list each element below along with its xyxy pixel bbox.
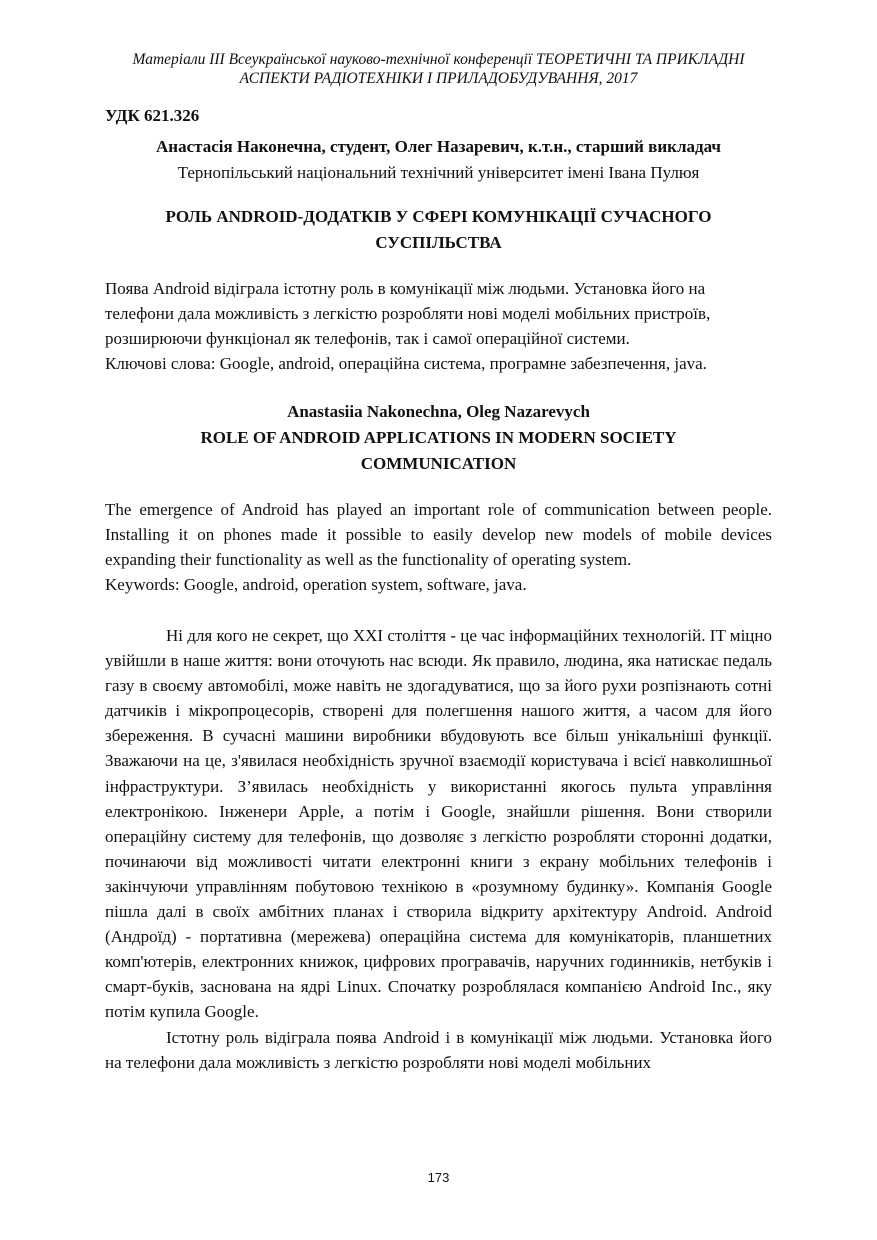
authors-english: Anastasiia Nakonechna, Oleg Nazarevych xyxy=(287,402,590,421)
affiliation: Тернопільський національний технічний університет імені Івана Пулюя xyxy=(177,163,700,182)
body-paragraph-2: Істотну роль відіграла поява Android і в комунікації між людьми. Установка його на телефони дала можливість з легкістю розробляти нові моделі мобільних xyxy=(105,1027,772,1072)
main-body xyxy=(105,623,772,1075)
body-paragraph-1: Ні для кого не секрет, що XXI століття - це час інформаційних технологій. IT міцно увійшли в наше життя: вони оточують нас всюди. Як правило, людина, яка натискає педаль газу в своєму автомобілі, може навіть не здогадуватися, що за його рухи розпізнають сотні датчиків і мікропроцесорів, створені для полегшення нашого життя, а часом для його збереження. В сучасні машини виробники вбудовують все більш унікальніші функції. Зважаючи на це, з'явилася необхідність зручної взаємодії користувача і всієї навколишньої інфраструктури. З’явилась необхідність у використанні якогось пульта управління електронікою. Інженери Apple, а потім і Google, знайшли рішення. Вони створили операційну систему для телефонів, що дозволяє з легкістю розробляти сторонні додатки, починаючи від можливості читати електронні книги з екрану мобільних телефонів і закінчуючи управлінням побутовою технікою в «розумному будинку». Компанія Google пішла далі в своїх амбітних планах і створила відкриту архітектуру Android. Android (Андроїд) - портативна (мережева) операційна система для комунікаторів, планшетних комп'ютерів, електронних книжок, цифрових програвачів, наручних годинників, нетбуків і смарт-буків, заснована на ядрі Linux. Спочатку розроблялася компанією Android Inc., яку потім купила Google. xyxy=(105,626,772,1022)
abstract-ukrainian-text: Поява Android відіграла істотну роль в комунікації між людьми. Установка його на телефони дала можливість з легкістю розробляти нові моделі мобільних пристроїв, розширюючи функціонал як телефонів, так і самої операційної системи. xyxy=(105,279,711,348)
abstract-ukrainian xyxy=(105,276,772,376)
conference-header-line1: Матеріали ІІІ Всеукраїнської науково-технічної конференції ТЕОРЕТИЧНІ ТА ПРИКЛАДНІ xyxy=(132,51,745,68)
abstract-english-text: The emergence of Android has played an important role of communication between people. Installing it on phones made it possible to easily develop new models of mobile devices expanding their functionality as well as the functionality of operating system. xyxy=(105,500,772,569)
udc-code: УДК 621.326 xyxy=(105,106,200,125)
paper-page xyxy=(105,50,772,1075)
title-english: ROLE OF ANDROID APPLICATIONS IN MODERN SOCIETY COMMUNICATION xyxy=(200,428,677,473)
conference-header xyxy=(75,50,802,88)
authors-ukrainian: Анастасія Наконечна, студент, Олег Назаревич, к.т.н., старший викладач xyxy=(156,137,721,156)
title-ukrainian: РОЛЬ ANDROID-ДОДАТКІВ У СФЕРІ КОМУНІКАЦІЇ СУЧАСНОГО СУСПІЛЬСТВА xyxy=(165,207,712,252)
keywords-ukrainian: Ключові слова: Google, android, операційна система, програмне забезпечення, java. xyxy=(105,354,707,373)
abstract-english xyxy=(105,497,772,597)
page-number: 173 xyxy=(427,1170,450,1185)
keywords-english: Keywords: Google, android, operation system, software, java. xyxy=(105,575,527,594)
conference-header-line2: АСПЕКТИ РАДІОТЕХНІКИ І ПРИЛАДОБУДУВАННЯ, 2017 xyxy=(239,70,638,87)
